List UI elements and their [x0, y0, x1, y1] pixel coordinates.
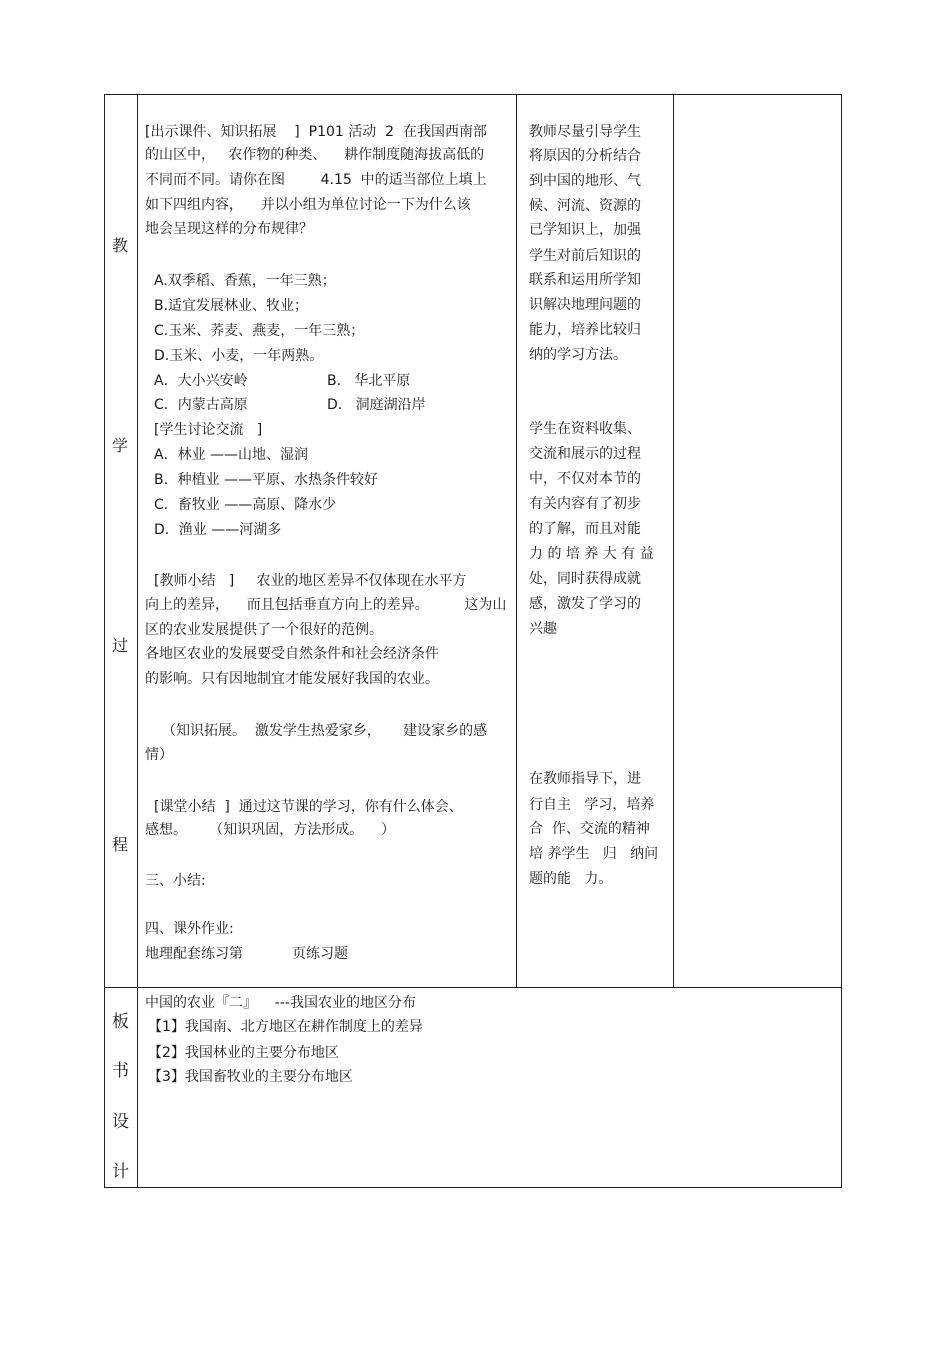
intro-line-5: 地会呈现这样的分布规律？	[145, 221, 313, 237]
side-label-char-4: 程	[112, 835, 129, 854]
discussion-item-c: C．畜牧业 ——高原、降水少	[154, 497, 337, 513]
discussion-item-b: B．种植业 ——平原、水热条件较好	[154, 472, 379, 488]
board-title: 中国的农业『二』 ---我国农业的地区分布	[145, 995, 416, 1011]
region-option-a: A．大小兴安岭	[154, 373, 248, 389]
note-2-line-1: 学生在资料收集、	[529, 421, 641, 437]
region-option-c: C．内蒙古高原	[154, 397, 248, 413]
extension-line-2: 情）	[145, 747, 173, 763]
table-col-divider-1	[137, 94, 138, 1188]
region-option-b: B. 华北平原	[327, 373, 411, 389]
board-item-2: 【2】我国林业的主要分布地区	[148, 1045, 339, 1061]
table-row-divider	[104, 987, 842, 988]
board-item-3: 【3】我国畜牧业的主要分布地区	[148, 1069, 353, 1085]
table-border-top	[104, 94, 842, 95]
summary-line-1: [教师小结 ] 农业的地区差异不仅体现在水平方	[154, 573, 467, 589]
discussion-header: [学生讨论交流 ]	[154, 422, 263, 438]
note-1-line-7: 联系和运用所学知	[529, 272, 641, 288]
side-label-char-1: 教	[112, 236, 129, 255]
table-border-left	[104, 94, 105, 1188]
side-label-char-3: 过	[112, 636, 129, 655]
note-1-line-1: 教师尽量引导学生	[529, 124, 641, 140]
note-1-line-5: 已学知识上，加强	[529, 222, 641, 238]
board-label-char-1: 板	[112, 1012, 129, 1032]
class-summary-line-1: [课堂小结 ] 通过这节课的学习，你有什么体会、	[154, 799, 463, 815]
note-1-line-9: 能力，培养比较归	[529, 322, 641, 338]
table-border-bottom	[104, 1187, 842, 1188]
section-3-heading: 三、小结:	[145, 873, 206, 889]
summary-line-3: 区的农业发展提供了一个很好的范例。	[145, 622, 383, 638]
summary-line-4: 各地区农业的发展要受自然条件和社会经济条件	[145, 646, 439, 662]
intro-line-1: [出示课件、知识拓展 ] P101 活动 2 在我国西南部	[145, 124, 487, 140]
board-label-char-2: 书	[112, 1061, 129, 1081]
side-label-char-2: 学	[112, 436, 129, 455]
note-3-line-4: 培 养学生 归 纳问	[529, 846, 659, 862]
table-col-divider-3	[673, 94, 674, 988]
board-item-1: 【1】我国南、北方地区在耕作制度上的差异	[148, 1019, 423, 1035]
option-b: B.适宜发展林业、牧业；	[154, 298, 309, 314]
discussion-item-a: A．林业 ——山地、湿润	[154, 447, 309, 463]
intro-line-3: 不同而不同。请你在图 4.15 中的适当部位上填上	[145, 172, 487, 188]
note-2-line-5: 的了解，而且对能	[529, 521, 641, 537]
note-1-line-6: 学生对前后知识的	[529, 248, 641, 264]
summary-line-2: 向上的差异， 而且包括垂直方向上的差异。 这为山	[145, 597, 507, 613]
note-1-line-2: 将原因的分析结合	[529, 148, 641, 164]
note-2-line-4: 有关内容有了初步	[529, 496, 641, 512]
note-2-line-9: 兴趣	[529, 621, 557, 637]
board-label-char-4: 计	[112, 1162, 129, 1182]
note-2-line-7: 处，同时获得成就	[529, 571, 641, 587]
intro-line-4: 如下四组内容， 并以小组为单位讨论一下为什么该	[145, 197, 471, 213]
extension-line-1: （知识拓展。 激发学生热爱家乡， 建设家乡的感	[162, 723, 488, 739]
note-3-line-2: 行自主 学习，培养	[529, 797, 655, 813]
section-4-heading: 四、课外作业:	[145, 921, 234, 937]
note-3-line-3: 合 作、交流的精神	[529, 821, 650, 837]
note-2-line-3: 中，不仅对本节的	[529, 471, 641, 487]
note-1-line-10: 纳的学习方法。	[529, 347, 627, 363]
note-1-line-4: 候、河流、资源的	[529, 198, 641, 214]
table-border-right	[841, 94, 842, 1188]
note-3-line-1: 在教师指导下，进	[529, 771, 641, 787]
board-label-char-3: 设	[112, 1112, 129, 1132]
discussion-item-d: D．渔业 ——河湖多	[154, 522, 282, 538]
option-a: A.双季稻、香蕉，一年三熟；	[154, 273, 336, 289]
summary-line-5: 的影响。只有因地制宜才能发展好我国的农业。	[145, 671, 439, 687]
class-summary-line-2: 感想。 （知识巩固，方法形成。 ）	[145, 822, 396, 838]
table-col-divider-2	[516, 94, 517, 988]
note-2-line-2: 交流和展示的过程	[529, 446, 641, 462]
note-1-line-3: 到中国的地形、气	[529, 173, 641, 189]
intro-line-2: 的山区中， 农作物的种类、 耕作制度随海拔高低的	[145, 147, 485, 163]
note-1-line-8: 识解决地理问题的	[529, 297, 641, 313]
note-3-line-5: 题的能 力。	[529, 871, 613, 887]
option-c: C.玉米、荞麦、燕麦，一年三熟；	[154, 323, 365, 339]
note-2-line-6: 力 的 培 养 大 有 益	[529, 546, 654, 562]
note-2-line-8: 感，激发了学习的	[529, 596, 641, 612]
homework-text: 地理配套练习第 页练习题	[145, 946, 348, 962]
region-option-d: D. 洞庭湖沿岸	[327, 397, 426, 413]
option-d: D.玉米、小麦，一年两熟。	[154, 348, 324, 364]
